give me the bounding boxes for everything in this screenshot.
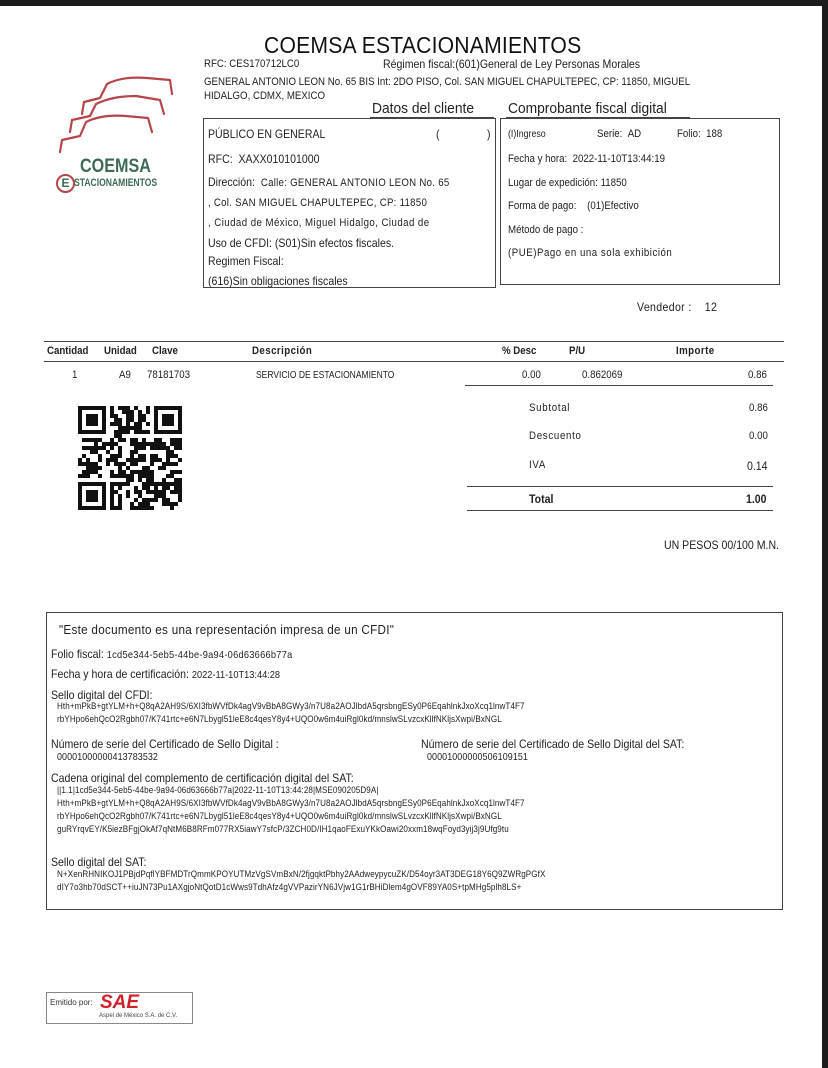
comprobante-section-title: Comprobante fiscal digital (508, 100, 667, 117)
cadena-line1: ||1.1|1cd5e344-5eb5-44be-9a94-06d63666b77a|2022-11-10T13:44:28|MSE090205D9A| (57, 785, 379, 796)
cadena-line3: rbYHpo6ehQcO2Rgbh07/K741rtc+e6N7Lbygl51leE8c4qesY8y4+UQO0w6m4uiRgl0kd/mnslwSLvzcxKllfNKljsXwpi/BxNGL (57, 811, 502, 822)
cars-logo-icon (52, 74, 182, 164)
client-info-box (203, 118, 496, 288)
fecha-certificacion (51, 667, 280, 681)
header-desc: % Desc (502, 345, 537, 357)
client-rfc (208, 152, 320, 166)
serie-label: Serie: (597, 128, 623, 140)
client-paren-close: ) (487, 127, 491, 141)
folio-fiscal-value: 1cd5e344-5eb5-44be-9a94-06d63666b77a (106, 649, 293, 661)
subtotal-label: Subtotal (529, 402, 571, 414)
invoice-page (0, 6, 822, 1068)
client-paren-open: ( (436, 127, 440, 141)
issuer-address-line1: GENERAL ANTONIO LEON No. 65 BIS Int: 2DO PISO, Col. SAN MIGUEL CHAPULTEPEC, CP: 11850, MIGUEL (204, 76, 691, 88)
issuer-rfc (204, 58, 299, 70)
row-clave: 78181703 (147, 369, 191, 381)
client-section-title: Datos del cliente (372, 100, 475, 117)
fecha-cert-value: 2022-11-10T13:44:28 (191, 669, 281, 681)
row-desc: 0.00 (522, 369, 541, 381)
comprobante-folio (677, 128, 722, 140)
sello-cfdi-line2: rbYHpo6ehQcO2Rgbh07/K741rtc+e6N7Lbygl51leE8c4qesY8y4+UQO0w6m4uiRgl0kd/mnslwSLvzcxKllfNKljsXwpi/BxNGL (57, 714, 502, 725)
comprobante-serie (597, 128, 641, 140)
sello-cfdi-label: Sello digital del CFDI: (51, 688, 153, 702)
logo-e-badge: E (56, 174, 75, 193)
issuer-address-line2: HIDALGO, CDMX, MEXICO (204, 90, 326, 102)
company-name: COEMSA ESTACIONAMIENTOS (264, 32, 582, 58)
row-importe: 0.86 (748, 369, 767, 381)
comprobante-metodo-value: (PUE)Pago en una sola exhibición (508, 247, 673, 259)
sello-sat-line1: N+XenRHNIKOJ1PBjdPqflYBFMDTrQmmKPOYUTMzVgSVmBxN/2fjgqktPbhy2AAdweypycuZK/D54oyr3AT3DEG18Y6Q9ZWRgPGfX (57, 869, 546, 880)
comprobante-lugar (508, 177, 627, 189)
row-unidad: A9 (119, 369, 131, 381)
header-clave: Clave (152, 345, 178, 357)
vendedor-label: Vendedor : (637, 300, 692, 314)
row-descripcion: SERVICIO DE ESTACIONAMIENTO (256, 370, 395, 381)
client-rfc-label: RFC: (208, 152, 233, 166)
client-regimen-label: Regimen Fiscal: (208, 254, 284, 268)
amount-in-words: UN PESOS 00/100 M.N. (664, 538, 780, 552)
sello-sat-line2: dIY7o3hb70dSCT++iuJN73Pu1AXgjoNtQotD1cWws9TdhAfz4gVVPazirYN6JVjw1G1rBHiDlem4gOVF89YA0S+tpMHg5plh8LS+ (57, 882, 522, 893)
emitido-label: Emitido por: (50, 998, 93, 1007)
folio-value: 188 (706, 128, 723, 140)
qr-code-icon (78, 406, 182, 510)
client-direccion-label: Dirección: (208, 175, 255, 189)
sae-sub: Aspel de México S.A. de C.V. (99, 1013, 178, 1019)
subtotal-value: 0.86 (749, 402, 768, 414)
fecha-label: Fecha y hora: (508, 153, 568, 165)
client-direccion-line2: , Col. SAN MIGUEL CHAPULTEPEC, CP: 11850 (208, 197, 428, 209)
sello-sat-label: Sello digital del SAT: (51, 855, 147, 869)
folio-fiscal (51, 647, 293, 661)
descuento-value: 0.00 (749, 430, 768, 442)
serie-cert-value: 00001000000413783532 (57, 751, 158, 763)
emitido-por-badge (46, 992, 193, 1024)
comprobante-info-box (500, 118, 780, 285)
fecha-value: 2022-11-10T13:44:19 (572, 153, 665, 165)
descuento-label: Descuento (529, 430, 582, 442)
serie-cert-sat-label: Número de serie del Certificado de Sello Digital del SAT: (421, 737, 685, 751)
issuer-regimen (383, 57, 640, 71)
cfdi-info-box (46, 612, 783, 910)
client-uso-cfdi: Uso de CFDI: (S01)Sin efectos fiscales. (208, 236, 395, 250)
comprobante-forma-pago (508, 200, 639, 212)
qr-code (78, 406, 182, 510)
logo-text-coemsa: COEMSA (80, 156, 151, 177)
lugar-label: Lugar de expedición: (508, 177, 598, 189)
vendedor (637, 300, 717, 314)
issuer-regimen-label: Régimen fiscal: (383, 57, 456, 71)
issuer-regimen-value: (601)General de Ley Personas Morales (455, 57, 641, 71)
header-pu: P/U (569, 345, 586, 357)
company-logo (52, 74, 182, 194)
logo-text-estacionamientos: STACIONAMIENTOS (74, 177, 158, 189)
sello-cfdi-line1: Hth+mPkB+gtYLM+h+Q8qA2AH9S/6XI3fbWVfDk4agV9vBbA8GWy3/n7U8a2AOJlbdA5qrsbngESy0P6EqahlnkJxoXcq1lnwT4F7 (57, 701, 525, 712)
cadena-original-label: Cadena original del complemento de certificación digital del SAT: (51, 771, 354, 785)
iva-label: IVA (529, 459, 547, 471)
forma-label: Forma de pago: (508, 200, 577, 212)
comprobante-fecha (508, 153, 665, 165)
comprobante-tipo: (I)Ingreso (508, 129, 546, 140)
row-pu: 0.862069 (582, 369, 623, 381)
header-cantidad: Cantidad (47, 345, 89, 357)
cadena-line4: guRYrqvEY/K5iezBFgjOkAf7qNtM6B8RFm077RX5iawY7sfcP/3ZCH0D/IH1qaoFExuYKkOawi20xxm18wqFoyd3yij3j9Ufg9tu (57, 824, 509, 835)
forma-value: (01)Efectivo (587, 200, 639, 212)
total-value: 1.00 (746, 492, 767, 506)
lugar-value: 11850 (600, 177, 627, 189)
sae-logo: SAE (100, 992, 140, 1013)
folio-fiscal-label: Folio fiscal: (51, 647, 104, 661)
cfdi-notice: "Este documento es una representación impresa de un CFDI" (59, 622, 395, 637)
issuer-rfc-value: CES170712LC0 (229, 58, 300, 70)
header-descripcion: Descripción (252, 345, 313, 357)
serie-cert-sat-value: 00001000000506109151 (427, 751, 528, 763)
comprobante-metodo-label: Método de pago : (508, 224, 584, 236)
header-unidad: Unidad (104, 345, 137, 357)
cadena-line2: Hth+mPkB+gtYLM+h+Q8qA2AH9S/6XI3fbWVfDk4agV9vBbA8GWy3/n7U8a2AOJlbdA5qrsbngESy0P6EqahlnkJxoXcq1lnwT4F7 (57, 798, 525, 809)
header-importe: Importe (676, 345, 715, 357)
issuer-rfc-label: RFC: (204, 58, 227, 70)
client-direccion (208, 175, 449, 189)
total-label: Total (529, 492, 554, 506)
iva-value: 0.14 (747, 459, 768, 473)
fecha-cert-label: Fecha y hora de certificación: (51, 667, 189, 681)
client-direccion-line1: Calle: GENERAL ANTONIO LEON No. 65 (260, 177, 450, 189)
vendedor-value: 12 (704, 300, 718, 314)
client-rfc-value: XAXX010101000 (238, 152, 320, 166)
row-cantidad: 1 (72, 369, 78, 381)
client-direccion-line3: , Ciudad de México, Miguel Hidalgo, Ciudad de (208, 217, 430, 229)
serie-cert-label: Número de serie del Certificado de Sello Digital : (51, 737, 279, 751)
client-name: PÚBLICO EN GENERAL (208, 127, 326, 141)
folio-label: Folio: (677, 128, 701, 140)
client-regimen: (616)Sin obligaciones fiscales (208, 274, 348, 288)
serie-value: AD (627, 128, 642, 140)
